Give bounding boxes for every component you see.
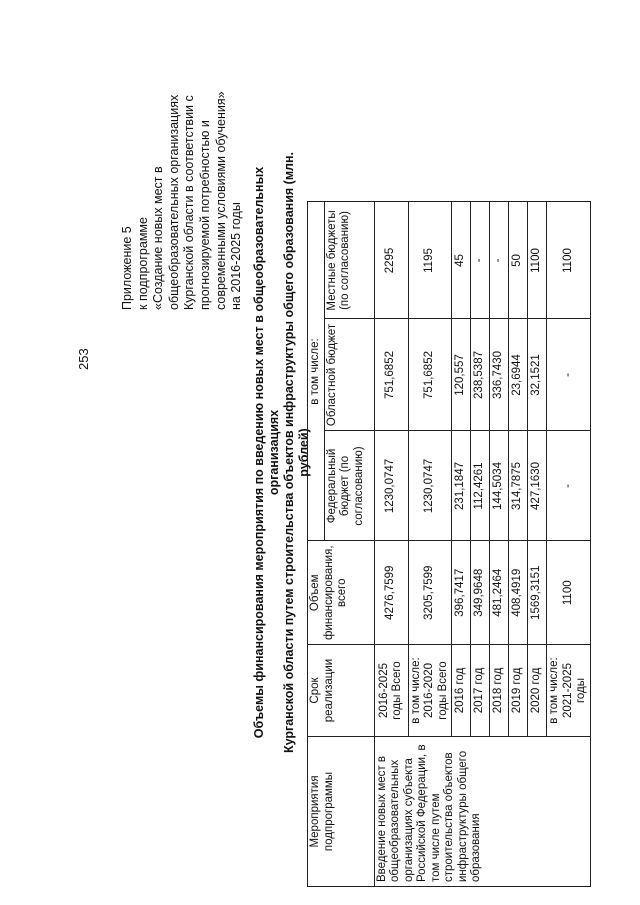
appendix-line: общеобразовательных организациях [166,94,181,310]
local-cell: - [490,202,509,319]
federal-cell: 112,4261 [471,431,490,541]
regional-cell: 32,1521 [528,319,547,431]
federal-cell: 144,5034 [490,431,509,541]
volume-cell: 1569,3151 [528,541,547,645]
title-line-2: Курганской области путем строительства объектов инфраструктуры общего образования (млн. рублей) [282,151,311,754]
regional-cell: - [547,319,591,431]
appendix-line: на 2016-2025 годы [229,202,244,310]
financing-table [307,201,591,887]
regional-cell: 751,6852 [408,319,452,431]
appendix-line: к подпрограмме [135,217,150,310]
page-number: 253 [76,348,91,370]
header-row [308,202,325,887]
measure-cell: Введение новых мест в общеобразовательных организациях субъекта Российской Федерации, в том числе путем строительства объектов инфраструктуры общего образования [374,737,590,887]
period-cell: 2018 год [490,645,509,737]
regional-cell: 238,5387 [471,319,490,431]
appendix-line: «Создание новых мест в [151,166,166,310]
federal-cell: 1230,0747 [374,431,408,541]
volume-cell: 4276,7599 [374,541,408,645]
header-period: Срок реализации [308,645,375,737]
appendix-line: современными условиями обучения» [213,91,228,310]
volume-cell: 408,4919 [509,541,528,645]
header-volume: Объем финансирования, всего [308,541,375,645]
federal-cell: 231,1847 [452,431,471,541]
local-cell: 1100 [547,202,591,319]
appendix-note [120,91,245,310]
header-measures: Мероприятия подпрограммы [308,737,375,887]
period-cell: в том числе: 2021-2025 годы [547,645,591,737]
period-cell: 2019 год [509,645,528,737]
header-including: в том числе: [308,202,325,541]
volume-cell: 349,9648 [471,541,490,645]
federal-cell: 427,1630 [528,431,547,541]
local-cell: 45 [452,202,471,319]
volume-cell: 1100 [547,541,591,645]
local-cell: 50 [509,202,528,319]
volume-cell: 3205,7599 [408,541,452,645]
period-cell: в том числе: 2016-2020 годы Всего [408,645,452,737]
header-local: Местные бюджеты (по согласованию) [324,202,374,319]
federal-cell: 314,7875 [509,431,528,541]
document-title [252,135,312,770]
appendix-line: прогнозируемой потребностью и [197,120,212,310]
table-row [374,202,408,887]
federal-cell: - [547,431,591,541]
appendix-line: Курганской области в соответствии с [182,95,197,310]
header-regional: Областной бюджет [324,319,374,431]
regional-cell: 336,7430 [490,319,509,431]
period-cell: 2020 год [528,645,547,737]
regional-cell: 23,6944 [509,319,528,431]
period-cell: 2016-2025 годы Всего [374,645,408,737]
volume-cell: 481,2464 [490,541,509,645]
period-cell: 2016 год [452,645,471,737]
local-cell: 2295 [374,202,408,319]
regional-cell: 751,6852 [374,319,408,431]
regional-cell: 120,557 [452,319,471,431]
appendix-line: Приложение 5 [120,226,134,310]
volume-cell: 396,7417 [452,541,471,645]
local-cell: 1100 [528,202,547,319]
local-cell: - [471,202,490,319]
title-line-1: Объемы финансирования мероприятия по введению новых мест в общеобразовательных организациях [252,166,281,739]
header-federal: Федеральный бюджет (по согласованию) [324,431,374,541]
local-cell: 1195 [408,202,452,319]
period-cell: 2017 год [471,645,490,737]
federal-cell: 1230,0747 [408,431,452,541]
